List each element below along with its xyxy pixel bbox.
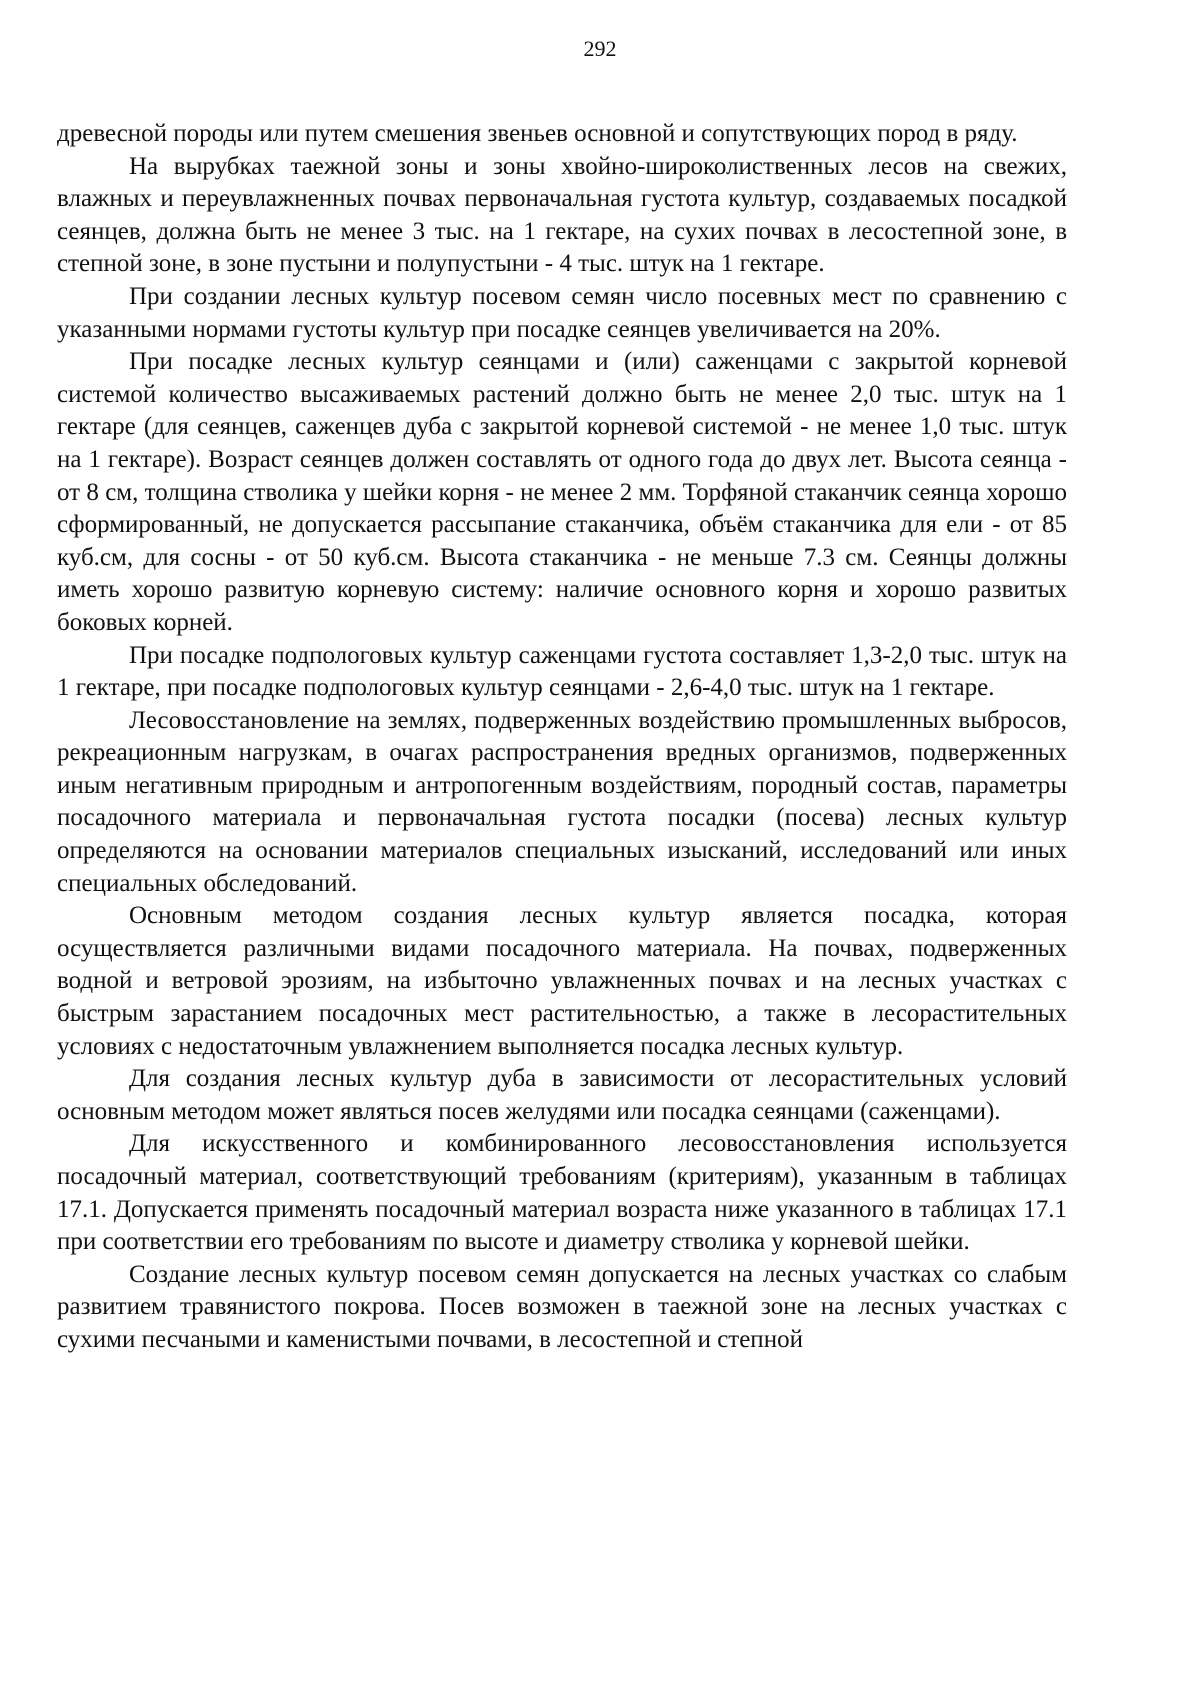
paragraph-initial-density: На вырубках таежной зоны и зоны хвойно-широколиственных лесов на свежих, влажных и переувлажненных почвах первоначальная густота культур, создаваемых посадкой сеянцев, должна быть не менее 3 тыс. на 1 гектаре, на сухих почвах в лесостепной зоне, в степной зоне, в зоне пустыни и полупустыни - 4 тыс. штук на 1 гектаре. <box>57 152 1067 278</box>
paragraph-oak-cultures: Для создания лесных культур дуба в зависимости от лесорастительных условий основным методом может являться посев желудями или посадка сеянцами (саженцами). <box>57 1065 1067 1125</box>
paragraph-continued: древесной породы или путем смешения звеньев основной и сопутствующих пород в ряду. <box>57 120 1018 147</box>
document-body <box>57 118 1067 1357</box>
paragraph-closed-root-seedlings: При посадке лесных культур сеянцами и (или) саженцами с закрытой корневой системой количество высаживаемых растений должно быть не менее 2,0 тыс. штук на 1 гектаре (для сеянцев, саженцев дуба с закрытой корневой системой - не менее 1,0 тыс. штук на 1 гектаре). Возраст сеянцев должен составлять от одного года до двух лет. Высота сеянца - от 8 см, толщина стволика у шейки корня - не менее 2 мм. Торфяной стаканчик сеянца хорошо сформированный, не допускается рассыпание стаканчика, объём стаканчика для ели - от 85 куб.см, для сосны - от 50 куб.см. Высота стаканчика - не меньше 7.3 см. Сеянцы должны иметь хорошо развитую корневую систему: наличие основного корня и хорошо развитых боковых корней. <box>57 348 1067 636</box>
paragraph-seed-sowing: Создание лесных культур посевом семян допускается на лесных участках со слабым развитием травянистого покрова. Посев возможен в таежной зоне на лесных участках с сухими песчаными и каменистыми почвами, в лесостепной и степной <box>57 1260 1067 1353</box>
paragraph-main-method: Основным методом создания лесных культур является посадка, которая осуществляется различными видами посадочного материала. На почвах, подверженных водной и ветровой эрозиям, на избыточно увлажненных почвах и на лесных участках с быстрым зарастанием посадочных мест растительностью, а также в лесорастительных условиях с недостаточным увлажнением выполняется посадка лесных культур. <box>57 902 1067 1060</box>
paragraph-affected-lands: Лесовосстановление на землях, подверженных воздействию промышленных выбросов, рекреационным нагрузкам, в очагах распространения вредных организмов, подверженных иным негативным природным и антропогенным воздействиям, породный состав, параметры посадочного материала и первоначальная густота посадки (посева) лесных культур определяются на основании материалов специальных изысканий, исследований или иных специальных обследований. <box>57 706 1067 897</box>
page-number: 292 <box>583 36 617 61</box>
paragraph-underplanting: При посадке подпологовых культур саженцами густота составляет 1,3-2,0 тыс. штук на 1 гектаре, при посадке подпологовых культур сеянцами - 2,6-4,0 тыс. штук на 1 гектаре. <box>57 641 1067 702</box>
paragraph-planting-material: Для искусственного и комбинированного лесовосстановления используется посадочный материал, соответствующий требованиям (критериям), указанным в таблицах 17.1. Допускается применять посадочный материал возраста ниже указанного в таблицах 17.1 при соответствии его требованиям по высоте и диаметру стволика у корневой шейки. <box>57 1130 1067 1256</box>
paragraph-sowing-places: При создании лесных культур посевом семян число посевных мест по сравнению с указанными нормами густоты культур при посадке сеянцев увеличивается на 20%. <box>57 282 1067 343</box>
